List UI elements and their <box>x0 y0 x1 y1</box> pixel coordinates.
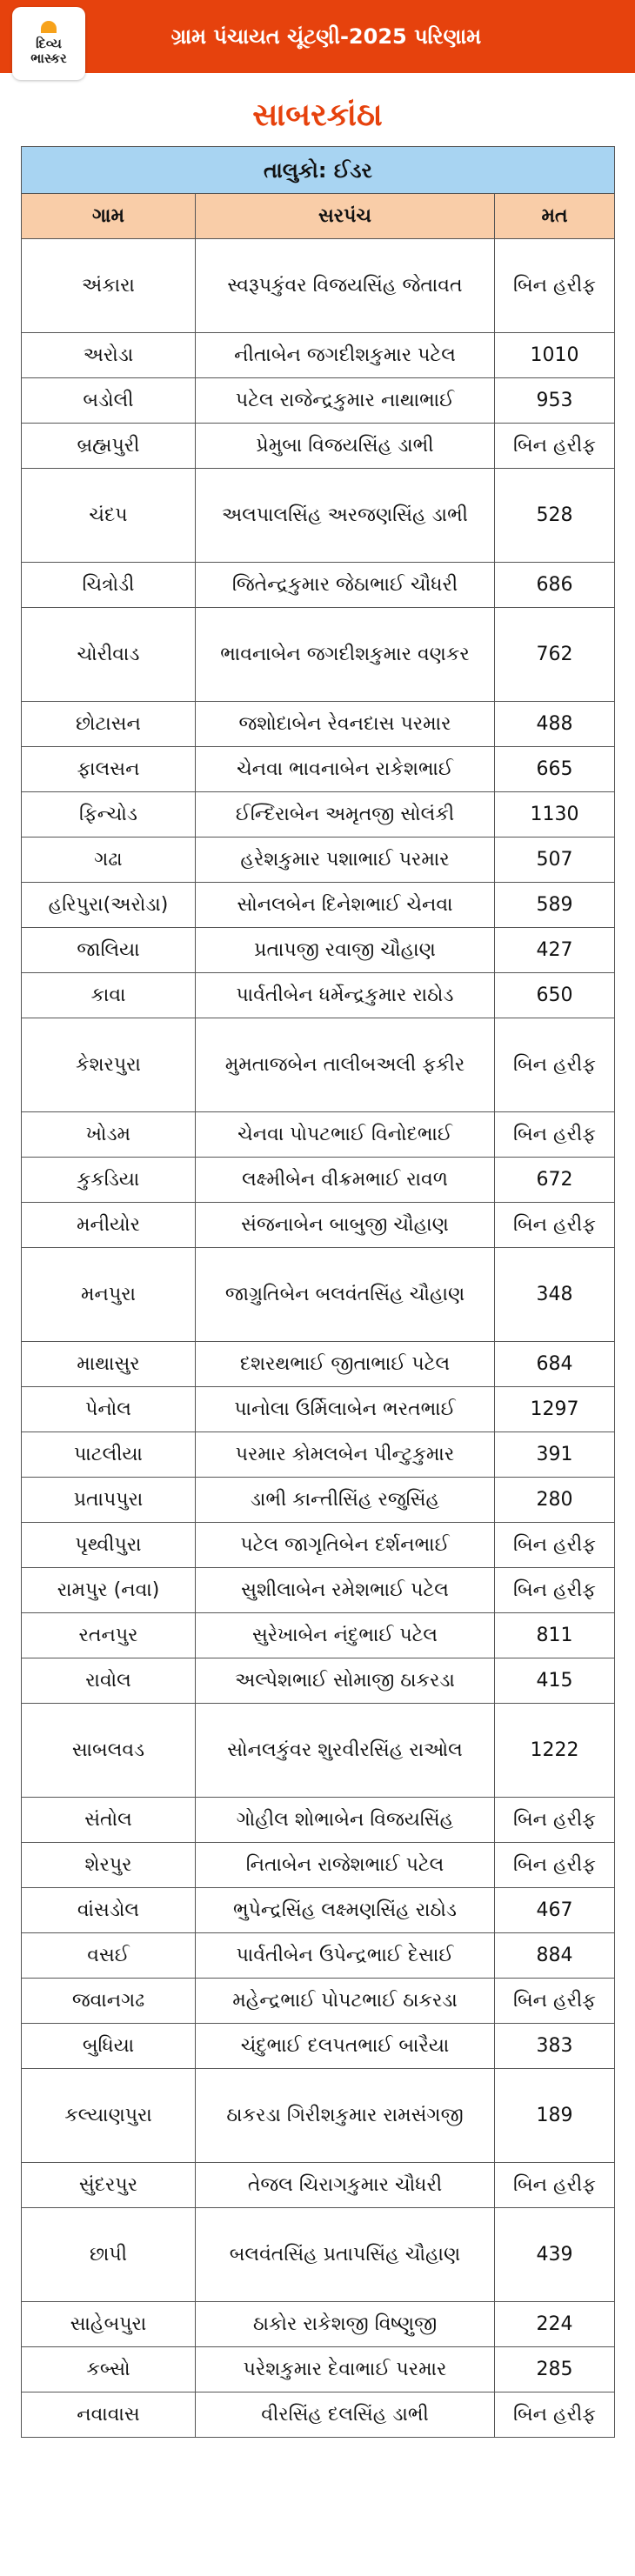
cell-village: હરિપુરા(અરોડા) <box>22 883 196 928</box>
cell-votes: 762 <box>495 608 615 702</box>
table-row <box>22 1658 615 1704</box>
cell-sarpanch: ભાવનાબેન જગદીશકુમાર વણકર <box>196 608 495 702</box>
cell-village: રતનપુર <box>22 1613 196 1658</box>
cell-village: કાવા <box>22 973 196 1018</box>
logo-text-line1: દિવ્ય <box>36 36 62 51</box>
cell-votes: 415 <box>495 1658 615 1704</box>
cell-sarpanch: પરેશકુમાર દેવાભાઈ પરમાર <box>196 2347 495 2392</box>
cell-village: સંતોલ <box>22 1798 196 1843</box>
cell-votes: 589 <box>495 883 615 928</box>
table-row <box>22 1248 615 1342</box>
cell-village: માથાસુર <box>22 1342 196 1387</box>
cell-votes: 391 <box>495 1432 615 1478</box>
table-row <box>22 1979 615 2024</box>
cell-village: વાંસડોલ <box>22 1888 196 1933</box>
cell-sarpanch: ડાભી કાન્તીસિંહ રજુસિંહ <box>196 1478 495 1523</box>
table-row <box>22 1888 615 1933</box>
table-row <box>22 928 615 973</box>
table-row <box>22 1432 615 1478</box>
table-row <box>22 838 615 883</box>
cell-sarpanch: ઈન્દિરાબેન અમૃતજી સોલંકી <box>196 792 495 838</box>
cell-village: ગઢા <box>22 838 196 883</box>
cell-sarpanch: ભુપેન્દ્રસિંહ લક્ષ્મણસિંહ રાઠોડ <box>196 1888 495 1933</box>
cell-votes: બિન હરીફ <box>495 1979 615 2024</box>
table-row <box>22 2163 615 2208</box>
cell-sarpanch: નીતાબેન જગદીશકુમાર પટેલ <box>196 333 495 378</box>
cell-votes: 811 <box>495 1613 615 1658</box>
cell-votes: 1130 <box>495 792 615 838</box>
cell-sarpanch: ચેનવા ભાવનાબેન રાકેશભાઈ <box>196 747 495 792</box>
cell-village: કબ્સો <box>22 2347 196 2392</box>
page-title: ગ્રામ પંચાયત ચૂંટણી-2025 પરિણામ <box>170 24 482 49</box>
logo-text-line2: ભાસ્કર <box>30 50 67 66</box>
table-row <box>22 1478 615 1523</box>
cell-village: નવાવાસ <box>22 2392 196 2438</box>
table-row <box>22 424 615 469</box>
cell-sarpanch: પાર્વતીબેન ઉપેન્દ્રભાઈ દેસાઈ <box>196 1933 495 1979</box>
table-row <box>22 1112 615 1158</box>
column-header-village: ગામ <box>22 194 196 239</box>
cell-sarpanch: જશોદાબેન રેવનદાસ પરમાર <box>196 702 495 747</box>
cell-votes: 383 <box>495 2024 615 2069</box>
table-row <box>22 469 615 563</box>
cell-votes: 507 <box>495 838 615 883</box>
cell-sarpanch: પટેલ રાજેન્દ્રકુમાર નાથાભાઈ <box>196 378 495 424</box>
cell-village: ફિન્ચોડ <box>22 792 196 838</box>
cell-votes: 528 <box>495 469 615 563</box>
cell-village: અંકારા <box>22 239 196 333</box>
table-row <box>22 1613 615 1658</box>
cell-sarpanch: જાગ્રુતિબેન બલવંતસિંહ ચૌહાણ <box>196 1248 495 1342</box>
cell-village: કલ્યાણપુરા <box>22 2069 196 2163</box>
table-row <box>22 1203 615 1248</box>
cell-village: કુકડિયા <box>22 1158 196 1203</box>
cell-sarpanch: સંજનાબેન બાબુજી ચૌહાણ <box>196 1203 495 1248</box>
cell-votes: બિન હરીફ <box>495 2392 615 2438</box>
cell-village: જાલિયા <box>22 928 196 973</box>
table-row <box>22 239 615 333</box>
results-table-body <box>22 239 615 2438</box>
table-row <box>22 378 615 424</box>
cell-village: સાબલવડ <box>22 1704 196 1798</box>
cell-votes: 348 <box>495 1248 615 1342</box>
table-row <box>22 2392 615 2438</box>
cell-village: વસઈ <box>22 1933 196 1979</box>
table-row <box>22 1018 615 1112</box>
table-row <box>22 1798 615 1843</box>
cell-sarpanch: નિતાબેન રાજેશભાઈ પટેલ <box>196 1843 495 1888</box>
cell-village: રાવોલ <box>22 1658 196 1704</box>
cell-votes: 953 <box>495 378 615 424</box>
cell-village: મનપુરા <box>22 1248 196 1342</box>
cell-votes: બિન હરીફ <box>495 1018 615 1112</box>
cell-village: બ્રહ્મપુરી <box>22 424 196 469</box>
cell-village: જવાનગઢ <box>22 1979 196 2024</box>
table-row <box>22 1342 615 1387</box>
table-row <box>22 1933 615 1979</box>
table-row <box>22 973 615 1018</box>
cell-sarpanch: મુમતાજબેન તાલીબઅલી ફકીર <box>196 1018 495 1112</box>
cell-votes: બિન હરીફ <box>495 424 615 469</box>
table-row <box>22 747 615 792</box>
cell-votes: 439 <box>495 2208 615 2302</box>
cell-sarpanch: સોનલકુંવર શુરવીરસિંહ રાઓલ <box>196 1704 495 1798</box>
cell-sarpanch: સોનલબેન દિનેશભાઈ ચેનવા <box>196 883 495 928</box>
cell-village: પાટલીયા <box>22 1432 196 1478</box>
cell-village: પેનોલ <box>22 1387 196 1432</box>
cell-votes: બિન હરીફ <box>495 1523 615 1568</box>
cell-sarpanch: જિતેન્દ્રકુમાર જેઠાભાઈ ચૌધરી <box>196 563 495 608</box>
taluka-header-row <box>22 147 615 194</box>
cell-sarpanch: ઠાકરડા ગિરીશકુમાર રામસંગજી <box>196 2069 495 2163</box>
cell-votes: 650 <box>495 973 615 1018</box>
cell-sarpanch: દશરથભાઈ જીતાભાઈ પટેલ <box>196 1342 495 1387</box>
table-row <box>22 1523 615 1568</box>
table-row <box>22 2069 615 2163</box>
cell-sarpanch: ગોહીલ શોભાબેન વિજયસિંહ <box>196 1798 495 1843</box>
cell-votes: 665 <box>495 747 615 792</box>
cell-votes: 488 <box>495 702 615 747</box>
cell-votes: 672 <box>495 1158 615 1203</box>
cell-sarpanch: પરમાર કોમલબેન પીન્ટુકુમાર <box>196 1432 495 1478</box>
cell-sarpanch: અલ્પેશભાઈ સોમાજી ઠાકરડા <box>196 1658 495 1704</box>
cell-sarpanch: લક્ષ્મીબેન વીક્રમભાઈ રાવળ <box>196 1158 495 1203</box>
cell-village: ચંદપ <box>22 469 196 563</box>
cell-village: કેશરપુરા <box>22 1018 196 1112</box>
cell-village: છોટાસન <box>22 702 196 747</box>
cell-village: ખોડમ <box>22 1112 196 1158</box>
cell-votes: 427 <box>495 928 615 973</box>
cell-votes: 1222 <box>495 1704 615 1798</box>
cell-village: અરોડા <box>22 333 196 378</box>
table-row <box>22 2302 615 2347</box>
header-bar <box>0 0 635 73</box>
table-row <box>22 1387 615 1432</box>
cell-sarpanch: પ્રેમુબા વિજયસિંહ ડાભી <box>196 424 495 469</box>
cell-village: બુધિયા <box>22 2024 196 2069</box>
cell-sarpanch: અલપાલસિંહ અરજણસિંહ ડાભી <box>196 469 495 563</box>
cell-votes: 467 <box>495 1888 615 1933</box>
table-row <box>22 702 615 747</box>
table-row <box>22 2208 615 2302</box>
column-header-row <box>22 194 615 239</box>
cell-sarpanch: ચેનવા પોપટભાઈ વિનોદભાઈ <box>196 1112 495 1158</box>
table-row <box>22 1843 615 1888</box>
cell-village: પ્રતાપપુરા <box>22 1478 196 1523</box>
cell-sarpanch: સુશીલાબેન રમેશભાઈ પટેલ <box>196 1568 495 1613</box>
column-header-votes: મત <box>495 194 615 239</box>
cell-sarpanch: સુરેખાબેન નંદુભાઈ પટેલ <box>196 1613 495 1658</box>
cell-village: સુંદરપુર <box>22 2163 196 2208</box>
table-row <box>22 1568 615 1613</box>
cell-village: બડોલી <box>22 378 196 424</box>
cell-votes: બિન હરીફ <box>495 239 615 333</box>
cell-votes: 285 <box>495 2347 615 2392</box>
taluka-title: તાલુકો: ઈડર <box>22 147 615 194</box>
divya-bhaskar-logo <box>12 7 85 80</box>
cell-village: ફાલસન <box>22 747 196 792</box>
cell-village: શેરપુર <box>22 1843 196 1888</box>
cell-sarpanch: પાનોલા ઉર્મિલાબેન ભરતભાઈ <box>196 1387 495 1432</box>
cell-village: ચોરીવાડ <box>22 608 196 702</box>
cell-sarpanch: તેજલ ચિરાગકુમાર ચૌધરી <box>196 2163 495 2208</box>
cell-village: મનીયોર <box>22 1203 196 1248</box>
cell-votes: 1010 <box>495 333 615 378</box>
cell-village: પૃથ્વીપુરા <box>22 1523 196 1568</box>
cell-sarpanch: પાર્વતીબેન ધર્મેન્દ્રકુમાર રાઠોડ <box>196 973 495 1018</box>
cell-sarpanch: વીરસિંહ દલસિંહ ડાભી <box>196 2392 495 2438</box>
cell-sarpanch: બલવંતસિંહ પ્રતાપસિંહ ચૌહાણ <box>196 2208 495 2302</box>
district-title: સાબરકાંઠા <box>252 97 383 133</box>
cell-votes: 686 <box>495 563 615 608</box>
cell-votes: બિન હરીફ <box>495 1798 615 1843</box>
table-row <box>22 792 615 838</box>
cell-votes: 280 <box>495 1478 615 1523</box>
table-row <box>22 1158 615 1203</box>
cell-votes: બિન હરીફ <box>495 1112 615 1158</box>
cell-votes: 189 <box>495 2069 615 2163</box>
cell-sarpanch: મહેન્દ્રભાઈ પોપટભાઈ ઠાકરડા <box>196 1979 495 2024</box>
cell-village: ચિત્રોડી <box>22 563 196 608</box>
table-row <box>22 883 615 928</box>
cell-votes: 1297 <box>495 1387 615 1432</box>
results-table <box>21 146 615 2438</box>
cell-votes: 224 <box>495 2302 615 2347</box>
cell-votes: 684 <box>495 1342 615 1387</box>
sun-icon <box>41 21 57 33</box>
cell-village: છાપી <box>22 2208 196 2302</box>
table-row <box>22 608 615 702</box>
cell-votes: બિન હરીફ <box>495 2163 615 2208</box>
table-row <box>22 563 615 608</box>
column-header-sarpanch: સરપંચ <box>196 194 495 239</box>
cell-sarpanch: ચંદુભાઈ દલપતભાઈ બારૈયા <box>196 2024 495 2069</box>
cell-sarpanch: પ્રતાપજી રવાજી ચૌહાણ <box>196 928 495 973</box>
table-row <box>22 1704 615 1798</box>
cell-votes: બિન હરીફ <box>495 1568 615 1613</box>
cell-votes: 884 <box>495 1933 615 1979</box>
table-row <box>22 2024 615 2069</box>
cell-sarpanch: પટેલ જાગૃતિબેન દર્શનભાઈ <box>196 1523 495 1568</box>
cell-village: રામપુર (નવા) <box>22 1568 196 1613</box>
cell-village: સાહેબપુરા <box>22 2302 196 2347</box>
table-row <box>22 333 615 378</box>
table-row <box>22 2347 615 2392</box>
cell-sarpanch: હરેશકુમાર પશાભાઈ પરમાર <box>196 838 495 883</box>
cell-votes: બિન હરીફ <box>495 1843 615 1888</box>
cell-votes: બિન હરીફ <box>495 1203 615 1248</box>
cell-sarpanch: ઠાકોર રાકેશજી વિષ્ણુજી <box>196 2302 495 2347</box>
cell-sarpanch: સ્વરૂપકુંવર વિજયસિંહ જેતાવત <box>196 239 495 333</box>
